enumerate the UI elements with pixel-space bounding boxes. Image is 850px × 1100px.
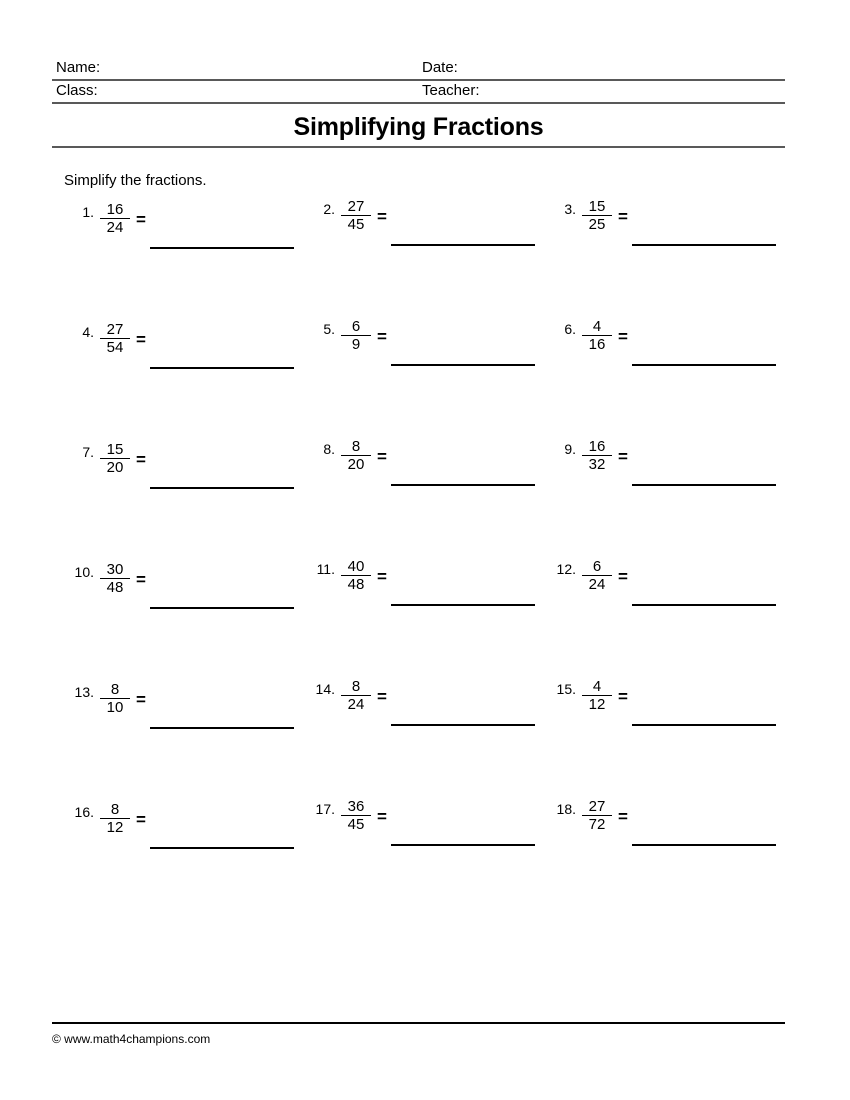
problem-number: 16. [74, 804, 94, 820]
answer-blank[interactable] [150, 487, 294, 489]
fraction [582, 198, 612, 233]
footer-copyright: © www.math4champions.com [52, 1032, 211, 1046]
fraction [100, 201, 130, 236]
problem-number: 6. [564, 321, 576, 337]
equals-sign: = [377, 447, 387, 466]
instruction-text: Simplify the fractions. [64, 172, 207, 189]
answer-blank[interactable] [632, 604, 776, 606]
fraction [582, 798, 612, 833]
fraction [582, 318, 612, 353]
fraction-numerator: 6 [341, 318, 371, 336]
fraction-denominator: 54 [106, 339, 124, 356]
fraction-numerator: 8 [100, 801, 130, 819]
equals-sign: = [618, 447, 628, 466]
fraction [582, 558, 612, 593]
fraction-denominator: 24 [347, 696, 365, 713]
class-label: Class: [56, 82, 98, 99]
fraction-denominator: 32 [588, 456, 606, 473]
problem-item [305, 556, 545, 616]
problem-number: 1. [82, 204, 94, 220]
answer-blank[interactable] [150, 367, 294, 369]
fraction [100, 441, 130, 476]
fraction-numerator: 27 [341, 198, 371, 216]
page-title: Simplifying Fractions [293, 113, 544, 141]
problem-number: 7. [82, 444, 94, 460]
equals-sign: = [377, 567, 387, 586]
fraction [341, 318, 371, 353]
fraction [582, 678, 612, 713]
answer-blank[interactable] [391, 724, 535, 726]
answer-blank[interactable] [632, 844, 776, 846]
fraction-numerator: 6 [582, 558, 612, 576]
equals-sign: = [618, 207, 628, 226]
answer-blank[interactable] [391, 364, 535, 366]
problem-number: 2. [323, 201, 335, 217]
fraction-denominator: 48 [106, 579, 124, 596]
problem-item [64, 316, 304, 376]
fraction-denominator: 16 [588, 336, 606, 353]
problem-item [546, 556, 786, 616]
answer-blank[interactable] [391, 604, 535, 606]
problem-row [0, 196, 850, 316]
fraction [341, 558, 371, 593]
fraction-numerator: 8 [100, 681, 130, 699]
answer-blank[interactable] [150, 847, 294, 849]
problem-item [305, 676, 545, 736]
fraction [341, 198, 371, 233]
name-label: Name: [56, 59, 101, 76]
fraction-numerator: 8 [341, 678, 371, 696]
equals-sign: = [136, 810, 146, 829]
header-row-name-date [52, 58, 785, 81]
fraction-denominator: 72 [588, 816, 606, 833]
student-info-header [52, 58, 785, 104]
problem-item [546, 436, 786, 496]
answer-blank[interactable] [150, 607, 294, 609]
problem-number: 3. [564, 201, 576, 217]
problem-item [64, 556, 304, 616]
fraction-numerator: 4 [582, 318, 612, 336]
fraction-denominator: 24 [106, 219, 124, 236]
fraction-denominator: 45 [347, 216, 365, 233]
equals-sign: = [377, 687, 387, 706]
problem-item [546, 676, 786, 736]
problem-number: 11. [316, 561, 335, 577]
fraction-numerator: 27 [100, 321, 130, 339]
fraction-denominator: 24 [588, 576, 606, 593]
fraction [100, 321, 130, 356]
problem-grid [0, 196, 850, 916]
problem-item [64, 196, 304, 256]
equals-sign: = [618, 567, 628, 586]
equals-sign: = [136, 450, 146, 469]
fraction-denominator: 25 [588, 216, 606, 233]
fraction-numerator: 16 [100, 201, 130, 219]
answer-blank[interactable] [391, 244, 535, 246]
answer-blank[interactable] [632, 364, 776, 366]
problem-number: 18. [556, 801, 576, 817]
answer-blank[interactable] [391, 484, 535, 486]
problem-item [64, 796, 304, 856]
fraction-numerator: 27 [582, 798, 612, 816]
equals-sign: = [618, 327, 628, 346]
answer-blank[interactable] [150, 727, 294, 729]
problem-item [546, 196, 786, 256]
answer-blank[interactable] [632, 244, 776, 246]
problem-row [0, 316, 850, 436]
fraction-denominator: 10 [106, 699, 124, 716]
fraction [582, 438, 612, 473]
problem-row [0, 556, 850, 676]
equals-sign: = [377, 207, 387, 226]
fraction [100, 801, 130, 836]
fraction-numerator: 4 [582, 678, 612, 696]
fraction-numerator: 15 [100, 441, 130, 459]
problem-number: 4. [82, 324, 94, 340]
equals-sign: = [136, 570, 146, 589]
equals-sign: = [136, 690, 146, 709]
fraction [341, 438, 371, 473]
fraction-denominator: 9 [351, 336, 361, 353]
problem-item [305, 436, 545, 496]
problem-row [0, 436, 850, 556]
fraction-numerator: 36 [341, 798, 371, 816]
fraction-numerator: 15 [582, 198, 612, 216]
equals-sign: = [618, 807, 628, 826]
problem-number: 10. [74, 564, 94, 580]
problem-number: 14. [315, 681, 335, 697]
problem-row [0, 676, 850, 796]
problem-number: 12. [556, 561, 576, 577]
problem-item [305, 196, 545, 256]
fraction [341, 798, 371, 833]
problem-row [0, 796, 850, 916]
answer-blank[interactable] [391, 844, 535, 846]
problem-number: 9. [564, 441, 576, 457]
fraction-denominator: 45 [347, 816, 365, 833]
problem-item [305, 796, 545, 856]
problem-number: 17. [315, 801, 335, 817]
header-row-class-teacher [52, 81, 785, 104]
footer-divider [52, 1022, 785, 1024]
problem-item [546, 796, 786, 856]
fraction-denominator: 20 [106, 459, 124, 476]
teacher-label: Teacher: [422, 82, 480, 99]
fraction [341, 678, 371, 713]
answer-blank[interactable] [632, 724, 776, 726]
problem-item [546, 316, 786, 376]
problem-number: 5. [323, 321, 335, 337]
equals-sign: = [618, 687, 628, 706]
fraction-numerator: 40 [341, 558, 371, 576]
fraction [100, 561, 130, 596]
fraction-denominator: 20 [347, 456, 365, 473]
problem-number: 15. [556, 681, 576, 697]
equals-sign: = [136, 210, 146, 229]
fraction-denominator: 48 [347, 576, 365, 593]
problem-number: 8. [323, 441, 335, 457]
problem-item [64, 436, 304, 496]
problem-item [64, 676, 304, 736]
fraction [100, 681, 130, 716]
fraction-denominator: 12 [106, 819, 124, 836]
answer-blank[interactable] [150, 247, 294, 249]
problem-number: 13. [74, 684, 94, 700]
fraction-numerator: 8 [341, 438, 371, 456]
problem-item [305, 316, 545, 376]
fraction-numerator: 30 [100, 561, 130, 579]
title-container [52, 112, 785, 148]
equals-sign: = [377, 327, 387, 346]
date-label: Date: [422, 59, 458, 76]
answer-blank[interactable] [632, 484, 776, 486]
fraction-numerator: 16 [582, 438, 612, 456]
equals-sign: = [136, 330, 146, 349]
fraction-denominator: 12 [588, 696, 606, 713]
equals-sign: = [377, 807, 387, 826]
